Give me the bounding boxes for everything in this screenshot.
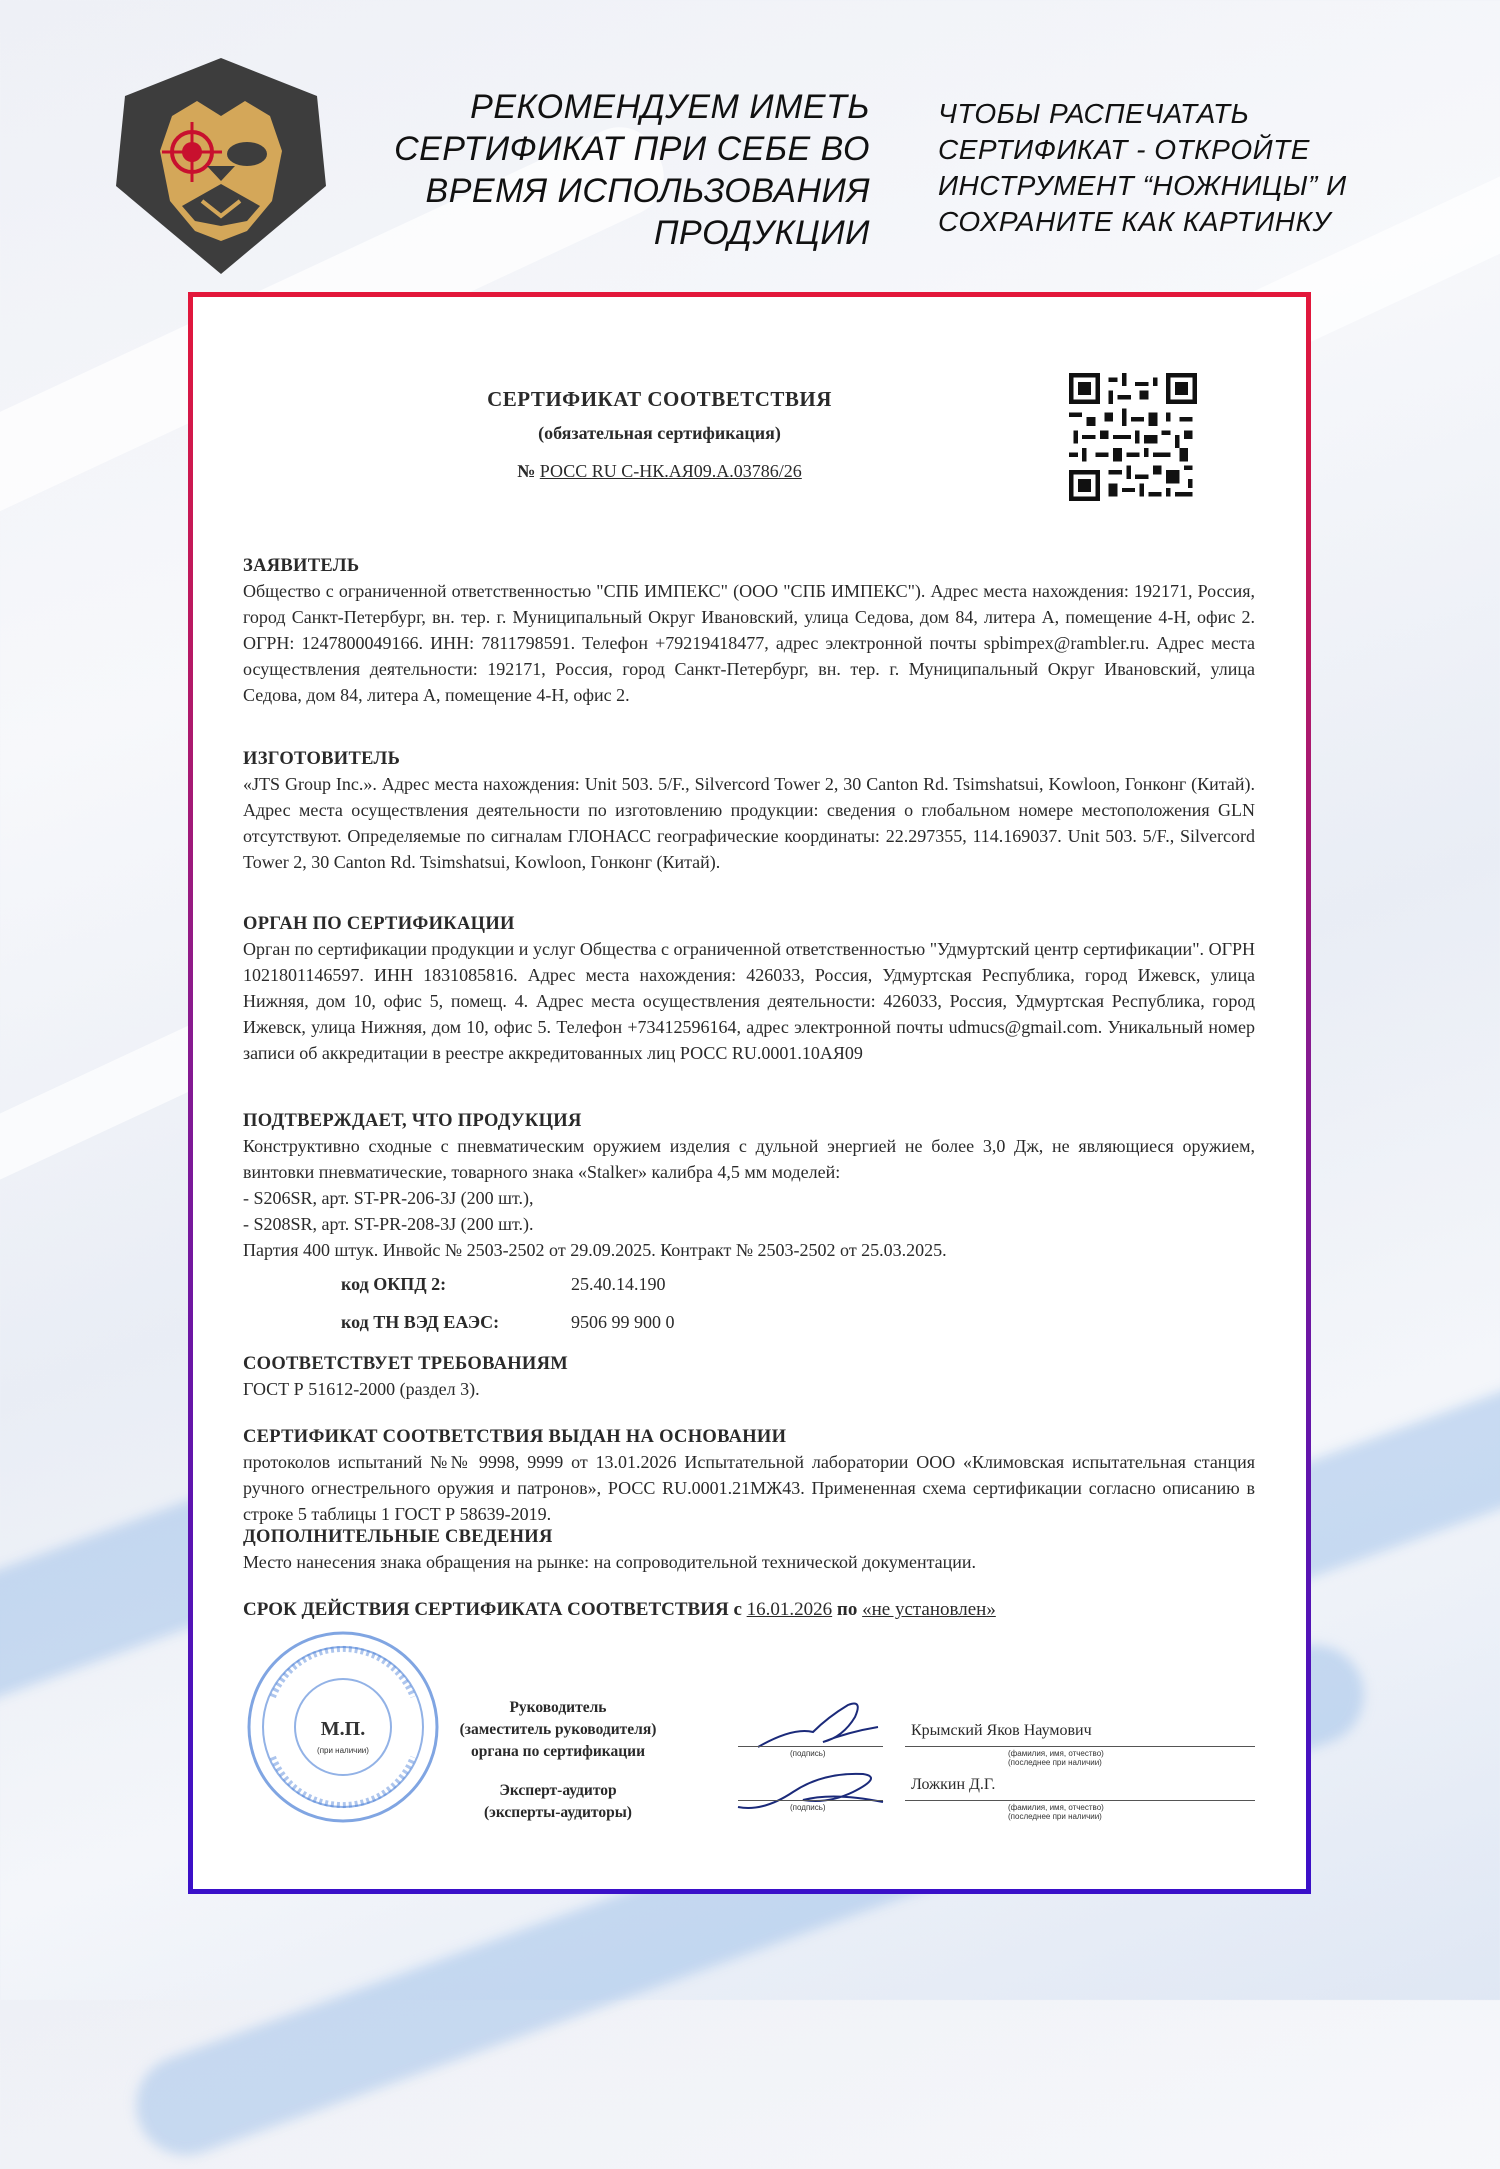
head-title-line-3: органа по сертификации: [470, 1743, 646, 1760]
okpd-value: 25.40.14.190: [571, 1274, 666, 1294]
expert-name: Ложкин Д.Г.: [911, 1776, 996, 1793]
stamp-note: (при наличии): [317, 1746, 369, 1755]
validity-from: 16.01.2026: [746, 1599, 833, 1620]
confirms-heading: ПОДТВЕРЖДАЕТ, ЧТО ПРОДУКЦИЯ: [243, 1111, 582, 1131]
certificate-title: СЕРТИФИКАТ СООТВЕТСТВИЯ: [487, 387, 832, 411]
requirements-heading: СООТВЕТСТВУЕТ ТРЕБОВАНИЯМ: [243, 1354, 569, 1374]
expert-name-caption-2: (последнее при наличии): [1008, 1812, 1102, 1821]
head-name-caption-2: (последнее при наличии): [1008, 1758, 1102, 1767]
expert-title-line-1: Эксперт-аудитор: [499, 1782, 617, 1799]
expert-title-line-2: (эксперты-аудиторы): [484, 1804, 632, 1821]
confirms-text: Конструктивно сходные с пневматическим оружием изделия с дульной энергией не более 3,0 Дж, не являющиеся оружием, винтовки пневматические, товарного знака «Stalker» калибра 4,5 мм моделей:: [243, 1136, 1255, 1182]
head-signatory-title: [438, 1697, 678, 1763]
tnved-label: код ТН ВЭД ЕАЭС:: [341, 1312, 500, 1332]
head-title-line-2: (заместитель руководителя): [459, 1721, 657, 1738]
basis-heading: СЕРТИФИКАТ СООТВЕТСТВИЯ ВЫДАН НА ОСНОВАНИИ: [243, 1427, 787, 1447]
stamp-mp: М.П.: [320, 1718, 366, 1740]
basis-section: [243, 1425, 1255, 1527]
validity-to: «не установлен»: [862, 1599, 996, 1620]
product-line-2: - S208SR, арт. ST-PR-208-3J (200 шт.).: [243, 1214, 534, 1234]
manufacturer-text: «JTS Group Inc.». Адрес места нахождения: Unit 503. 5/F., Silvercord Tower 2, 30 Canton Rd. Tsimshatsui, Kowloon, Гонконг (Китай). Адрес места осуществления деятельности по изготовлению продукции: сведения о глобальном номере местоположения GLN отсутствуют. Определяемые по сигналам ГЛОНАСС географические координаты: 22.297355, 114.169037. Unit 503. 5/F., Silvercord Tower 2, 30 Canton Rd. Tsimshatsui, Kowloon, Гонконг (Китай).: [243, 774, 1255, 872]
certificate-subtitle: (обязательная сертификация): [538, 423, 781, 443]
expert-signature-icon: [733, 1762, 893, 1822]
lion-shield-logo-icon: [112, 56, 330, 276]
expert-signature-caption: (подпись): [790, 1803, 826, 1812]
certification-body-heading: ОРГАН ПО СЕРТИФИКАЦИИ: [243, 914, 515, 934]
header-print-instruction-text: ЧТОБЫ РАСПЕЧАТАТЬ СЕРТИФИКАТ - ОТКРОЙТЕ ИНСТРУМЕНТ “НОЖНИЦЫ” И СОХРАНИТЕ КАК КАРТИНКУ: [938, 98, 1347, 237]
basis-text: протоколов испытаний №№ 9998, 9999 от 13.01.2026 Испытательной лаборатории ООО «Климовская испытательная станция ручного огнестрельного оружия и патронов», РОСС RU.0001.21МЖ43. Примененная схема сертификации согласно описанию в строке 5 таблицы 1 ГОСТ Р 58639-2019.: [243, 1452, 1255, 1524]
certificate-number-value: РОСС RU С-НК.АЯ09.А.03786/26: [539, 461, 802, 481]
validity-by: по: [836, 1599, 858, 1620]
head-title-line-1: Руководитель: [509, 1699, 607, 1716]
round-stamp-icon: [243, 1627, 443, 1827]
product-line-1: - S206SR, арт. ST-PR-206-3J (200 шт.),: [243, 1188, 534, 1208]
expert-name-caption-1: (фамилия, имя, отчество): [1008, 1803, 1104, 1812]
head-signature-caption: (подпись): [790, 1749, 826, 1758]
certification-body-text: Орган по сертификации продукции и услуг Общества с ограниченной ответственностью "Удмуртский центр сертификации". ОГРН 1021801146597. ИНН 1831085816. Адрес места нахождения: 426033, Россия, Удмуртская Республика, город Ижевск, улица Нижняя, дом 10, офис 5, помещ. 4. Адрес места осуществления деятельности: 426033, Россия, Удмуртская Республика, город Ижевск, улица Нижняя, дом 10, офис 5. Телефон +73412596164, адрес электронной почты udmucs@gmail.com. Уникальный номер записи об аккредитации в реестре аккредитованных лиц РОСС RU.0001.10АЯ09: [243, 939, 1255, 1063]
applicant-text: Общество с ограниченной ответственностью "СПБ ИМПЕКС" (ООО "СПБ ИМПЕКС"). Адрес места нахождения: 192171, Россия, город Санкт-Петербург, вн. тер. г. Муниципальный Округ Ивановский, улица Седова, дом 84, литера А, помещение 4-Н, офис 2. ОГРН: 1247800049166. ИНН: 7811798591. Телефон +79219418477, адрес электронной почты spbimpex@rambler.ru. Адрес места осуществления деятельности: 192171, Россия, город Санкт-Петербург, вн. тер. г. Муниципальный Округ Ивановский, улица Седова, дом 84, литера А, помещение 4-Н, офис 2.: [243, 581, 1255, 705]
certificate-document: [193, 297, 1306, 1889]
certification-body-section: [243, 912, 1255, 1066]
requirements-section: [243, 1352, 1255, 1402]
head-signature-line: [738, 1746, 883, 1747]
requirements-text: ГОСТ Р 51612-2000 (раздел 3).: [243, 1379, 480, 1399]
applicant-heading: ЗАЯВИТЕЛЬ: [243, 556, 360, 576]
expert-name-line: [905, 1800, 1255, 1801]
validity-label: СРОК ДЕЙСТВИЯ СЕРТИФИКАТА СООТВЕТСТВИЯ с: [243, 1599, 742, 1620]
validity-line: [243, 1599, 1255, 1621]
certificate-number: [103, 461, 1216, 482]
head-name: Крымский Яков Наумович: [911, 1722, 1092, 1739]
expert-signatory-title: [438, 1780, 678, 1824]
head-signature-icon: [753, 1697, 883, 1757]
certificate-frame: [188, 292, 1311, 1894]
extra-info-heading: ДОПОЛНИТЕЛЬНЫЕ СВЕДЕНИЯ: [243, 1527, 553, 1547]
okpd-row: [341, 1274, 841, 1312]
confirms-section: [243, 1109, 1255, 1263]
qr-code-icon: [1069, 373, 1197, 501]
applicant-section: [243, 554, 1255, 708]
extra-info-section: [243, 1525, 1255, 1575]
header-recommendation-text: РЕКОМЕНДУЕМ ИМЕТЬ СЕРТИФИКАТ ПРИ СЕБЕ ВО ВРЕМЯ ИСПОЛЬЗОВАНИЯ ПРОДУКЦИИ: [394, 88, 870, 252]
product-batch-line: Партия 400 штук. Инвойс № 2503-2502 от 29.09.2025. Контракт № 2503-2502 от 25.03.2025.: [243, 1240, 947, 1260]
okpd-label: код ОКПД 2:: [341, 1274, 447, 1294]
product-codes: [341, 1274, 841, 1350]
tnved-value: 9506 99 900 0: [571, 1312, 675, 1332]
extra-info-text: Место нанесения знака обращения на рынке: на сопроводительной технической документации.: [243, 1552, 977, 1572]
certificate-number-prefix: №: [517, 461, 536, 481]
head-name-line: [905, 1746, 1255, 1747]
tnved-row: [341, 1312, 841, 1350]
head-name-caption-1: (фамилия, имя, отчество): [1008, 1749, 1104, 1758]
expert-signature-line: [738, 1800, 883, 1801]
manufacturer-section: [243, 747, 1255, 875]
manufacturer-heading: ИЗГОТОВИТЕЛЬ: [243, 749, 401, 769]
